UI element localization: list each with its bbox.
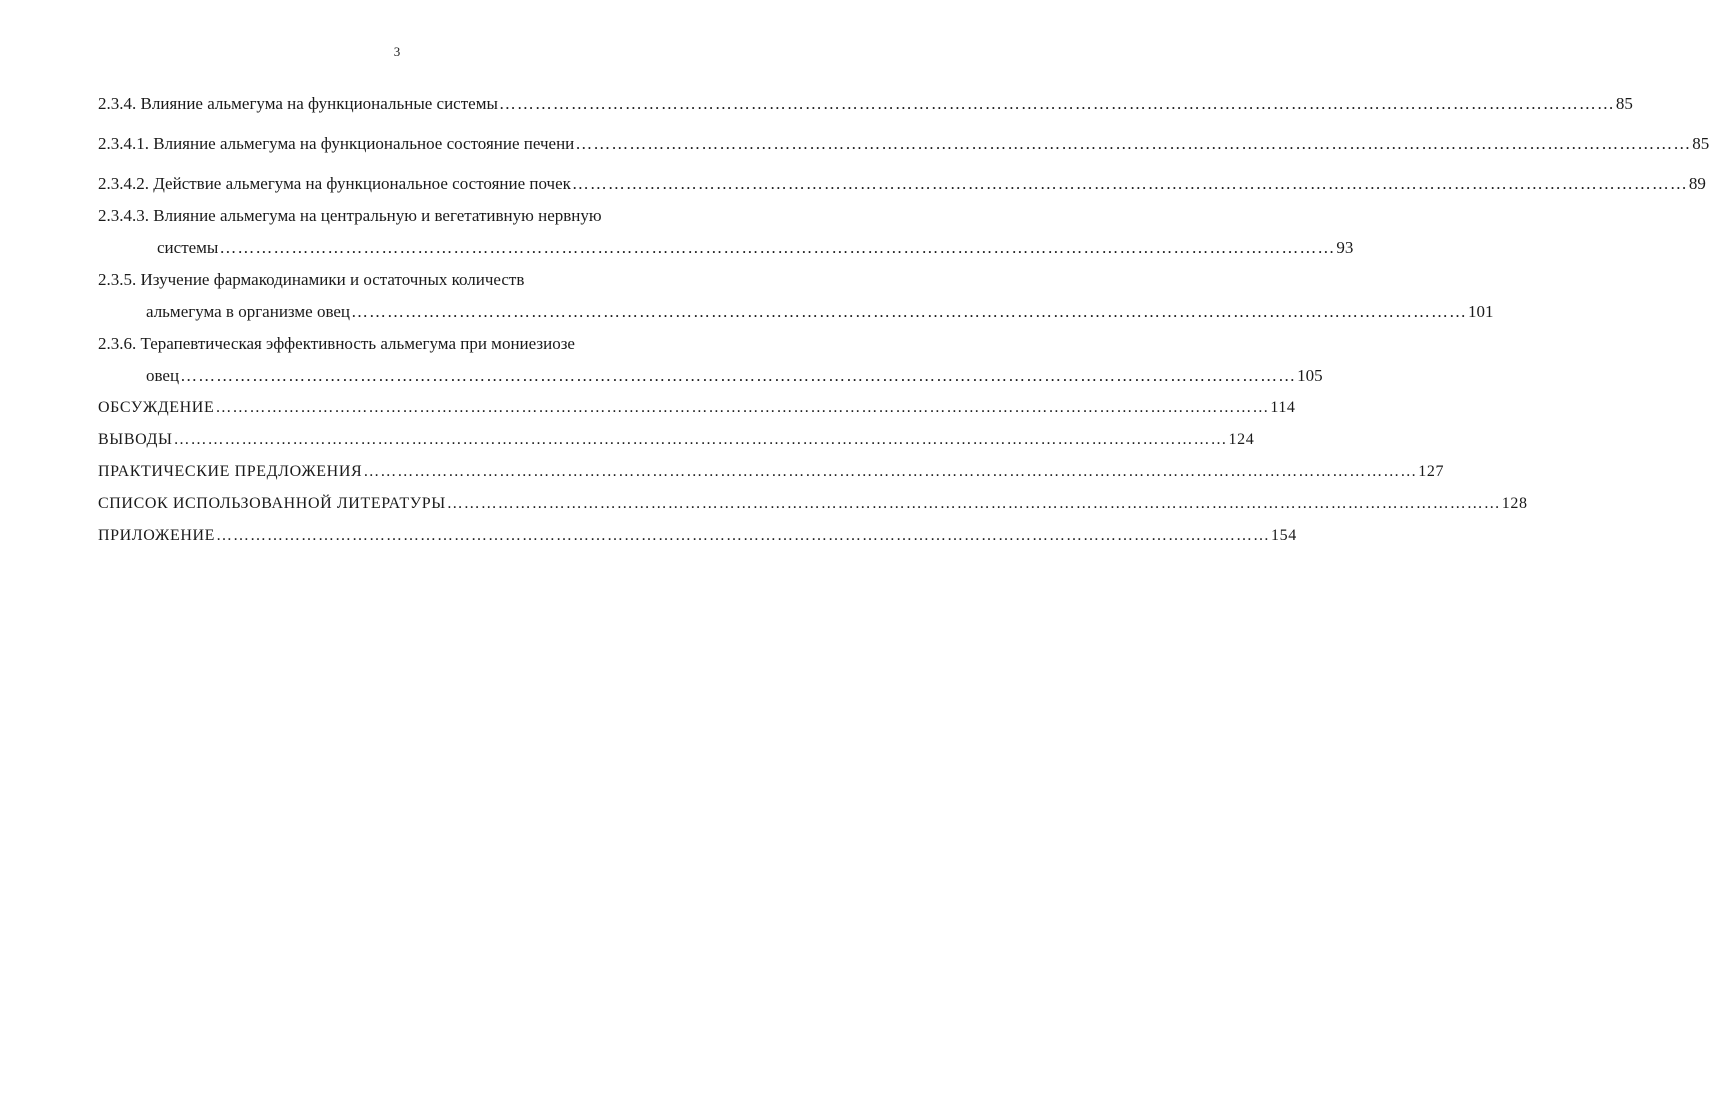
toc-entry-page: 127 [1418,463,1445,480]
toc-leader-dots: …………………………………………………………………………………………………………………………………………………………………… [351,302,1468,321]
toc-entry [98,488,1528,520]
toc-leader-dots: …………………………………………………………………………………………………………………………………………………………………… [363,463,1418,480]
toc-entry-page: 85 [1615,94,1633,113]
toc-leader-dots: …………………………………………………………………………………………………………………………………………………………………… [180,366,1297,385]
toc-entry [98,264,720,296]
toc-entry-page: 101 [1468,302,1494,321]
toc-entry-continuation-text: системы [157,238,219,257]
toc-entry-continuation-text: овец [146,366,180,385]
toc-entry [98,392,1296,424]
toc-entry-continuation [98,232,1354,264]
page-number: 3 [393,44,401,59]
toc-entry-page: 124 [1228,431,1255,448]
toc-entry-title: ОБСУЖДЕНИЕ [98,399,215,416]
toc-entry-page: 85 [1692,134,1709,153]
toc-entry [98,128,1709,160]
toc-entry [98,456,1445,488]
toc-leader-dots: …………………………………………………………………………………………………………………………………………………………………… [173,431,1228,448]
toc-entry-title: СПИСОК ИСПОЛЬЗОВАННОЙ ЛИТЕРАТУРЫ [98,495,446,512]
toc-leader-dots: …………………………………………………………………………………………………………………………………………………………………… [215,399,1270,416]
toc-entry-page: 93 [1336,238,1354,257]
toc-entry-title: 2.3.6. Терапевтическая эффективность альмегума при мониезиозе [98,334,575,353]
toc-entry-continuation-text: альмегума в организме овец [146,302,351,321]
toc-entry-title: 2.3.4.1. Влияние альмегума на функциональное состояние печени [98,134,575,153]
toc-entry-title: ПРИЛОЖЕНИЕ [98,527,216,544]
toc-entry-page: 105 [1297,366,1323,385]
toc-leader-dots: …………………………………………………………………………………………………………………………………………………………………… [498,94,1615,113]
toc-entry [98,88,1633,120]
toc-leader-dots: …………………………………………………………………………………………………………………………………………………………………… [219,238,1336,257]
toc-entry [98,520,1297,552]
toc-entry [98,168,1706,200]
toc-leader-dots: …………………………………………………………………………………………………………………………………………………………………… [575,134,1692,153]
toc-entry [98,424,1255,456]
toc-entry-title: 2.3.4.2. Действие альмегума на функциональное состояние почек [98,174,571,193]
toc-leader-dots: …………………………………………………………………………………………………………………………………………………………………… [571,174,1688,193]
toc-entry-title: 2.3.4. Влияние альмегума на функциональные системы [98,94,498,113]
toc-entry-page: 128 [1501,495,1528,512]
toc-entry-title: ПРАКТИЧЕСКИЕ ПРЕДЛОЖЕНИЯ [98,463,363,480]
toc-entry [98,328,720,360]
table-of-contents [98,88,1709,552]
toc-entry-page: 154 [1271,527,1297,544]
toc-entry-title: ВЫВОДЫ [98,431,173,448]
toc-entry [98,200,720,232]
toc-entry-title: 2.3.5. Изучение фармакодинамики и остаточных количеств [98,270,525,289]
toc-leader-dots: …………………………………………………………………………………………………………………………………………………………………… [216,527,1271,544]
toc-entry-page: 114 [1270,399,1296,416]
toc-entry-continuation [98,296,1494,328]
toc-entry-continuation [98,360,1323,392]
toc-leader-dots: …………………………………………………………………………………………………………………………………………………………………… [446,495,1501,512]
toc-entry-title: 2.3.4.3. Влияние альмегума на центральную и вегетативную нервную [98,206,602,225]
toc-entry-page: 89 [1688,174,1706,193]
